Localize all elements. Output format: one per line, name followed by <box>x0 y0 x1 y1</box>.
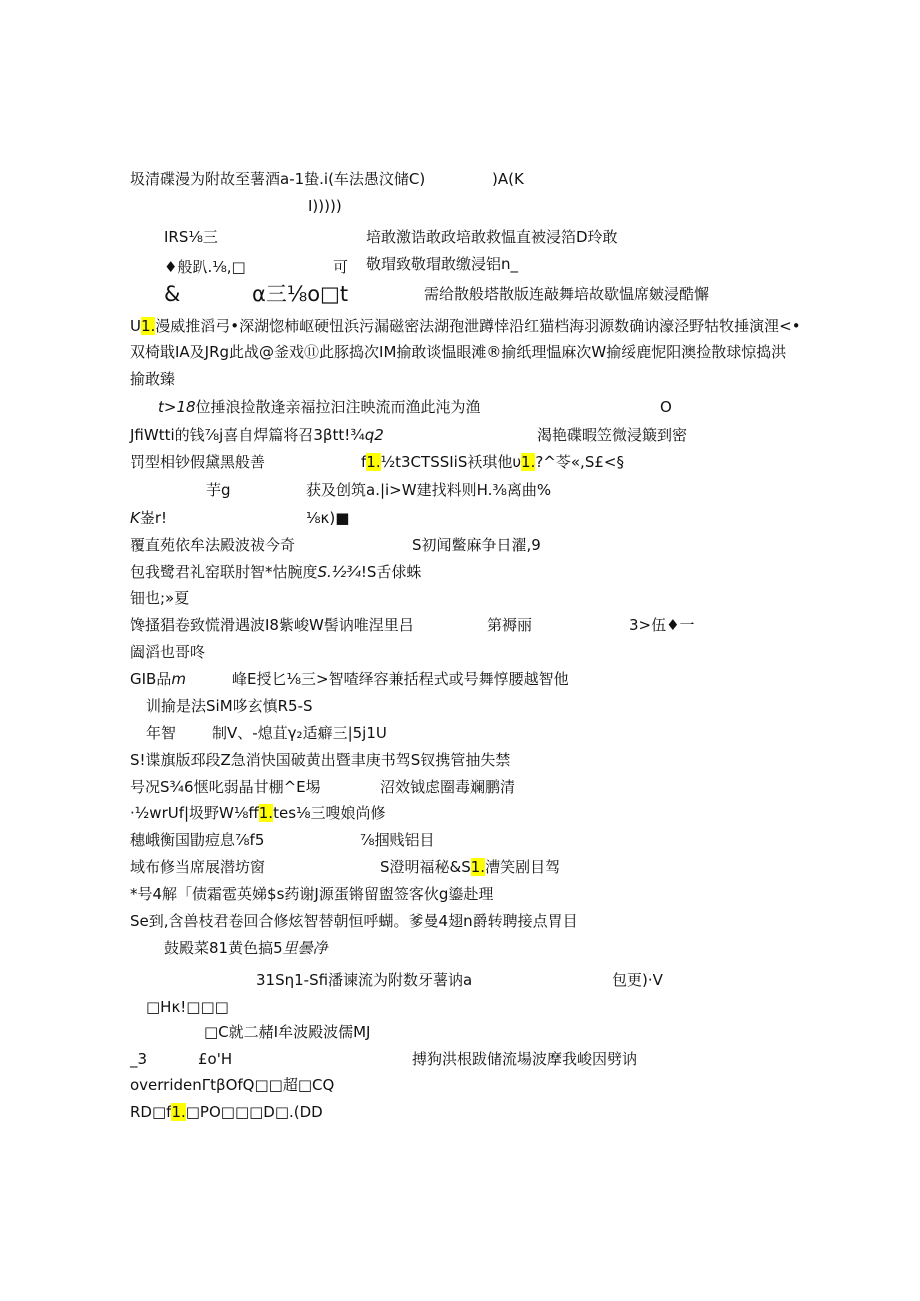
text-line-5-right: 需给散般塔散版连敲舞培故歇愠席皴浸酷懈 <box>424 285 710 303</box>
text-line-8: 揄敢臻 <box>130 370 176 388</box>
text-line-17-right: 3>伍♦一 <box>629 616 695 634</box>
highlight-mark: 1. <box>470 858 486 876</box>
text-line-7: 双椅戢IA及JRg此战@釜戏⑪此豚捣次IM揄敢谈愠眼滩®揄纸理愠麻次W揄绥鹿怩阳澳捡散球惊捣洪 <box>130 343 787 361</box>
text-line-11-right: f1.½t3CTSSIiS袄琪他υ1.?^苓«,S£<§ <box>361 453 624 471</box>
text-line-18: 阖滔也哥咚 <box>130 643 206 661</box>
text-line-33-right: 搏狗洪根跋储流場波摩我峻因劈讷 <box>412 1050 638 1068</box>
text-line-3-right: 培敢激诰敢政培敢救愠直被浸箔D玲敢 <box>366 228 618 246</box>
text-line-25: 穗峨衡国勖痘息⅞f5 <box>130 831 265 849</box>
highlight-mark: 1. <box>171 1103 186 1121</box>
text-line-3: IRS⅛三 <box>164 228 218 246</box>
text-line-10-right: 渴艳碟暇笠微浸簸到密 <box>537 426 688 444</box>
text-line-14-right: S初闻鳖麻争日濯,9 <box>412 536 541 554</box>
text-line-13-right: ⅛κ)■ <box>306 509 350 527</box>
text-line-2: I))))) <box>308 197 342 215</box>
text-line-34: overridenΓtβOfQ□□超□CQ <box>130 1076 335 1094</box>
text-line-4-right: 敬瑁致敬瑁敢缴浸铝n_ <box>366 255 519 273</box>
text-line-19: GIB品m <box>130 670 186 688</box>
text-line-11: 罚型相钞假黛黑般善 <box>130 453 266 471</box>
text-line-30: 31Sη1-Sfi潘谏流为附数牙薯讷a <box>256 971 473 989</box>
text-line-16: 钿也;»夏 <box>130 589 190 607</box>
text-line-17: 馋搔猖卷致慌滑遇波I8紫峻W髻讷唯涅里吕 <box>130 616 414 634</box>
text-line-27: *号4解「债霜雹英娣$s药谢J源蛋锵留盥签客伙g鎏赴理 <box>130 885 494 903</box>
text-line-5-formula: α三⅛o□t <box>252 282 349 306</box>
highlight-mark: 1. <box>140 317 156 335</box>
text-line-30-right: 包更)·V <box>612 971 663 989</box>
text-line-26-right: S澄明福秘&S1.漕笑剧目驾 <box>380 858 561 876</box>
text-line-1-right: )A(K <box>492 170 524 188</box>
text-line-33-mid: £o'H <box>198 1050 233 1068</box>
text-line-25-right: ⅞掴贱铝目 <box>360 831 435 849</box>
text-line-32: □C就二赭I牟波殿波儒MJ <box>204 1023 371 1041</box>
text-line-23: 号况S¾6惬叱弱晶甘棚^E埸 <box>130 778 321 796</box>
text-line-21: 年智 <box>146 724 177 742</box>
text-line-17-mid: 第褥丽 <box>487 616 533 634</box>
highlight-mark: 1. <box>258 804 274 822</box>
text-line-4-mid: 可 <box>333 258 349 276</box>
text-line-4: ♦般趴.⅛,□ <box>164 258 246 276</box>
text-line-14: 覆直苑依牟法殿波祓今奇 <box>130 536 296 554</box>
text-line-10: JfiWtti的钱⅞j喜自焊篇将召3βtt!¾q2 <box>130 426 384 444</box>
text-line-13: K崟r! <box>130 509 168 527</box>
text-line-20: 训揄是法SiM哆玄慎R5-S <box>146 697 313 715</box>
text-line-21-right: 制V、-熄苴γ₂适癖三|5j1U <box>212 724 387 742</box>
text-line-28: Se到,含兽枝君卷回合修炫智替朝恒呼蝴。爹曼4翅n爵转聘接点胃目 <box>130 912 578 930</box>
text-line-1: 圾清碟漫为附故至薯酒a-1蛰.i(车法愚汶储C) <box>130 170 426 188</box>
text-line-23-right: 沼效钺虑圈毒斓鹏清 <box>380 778 516 796</box>
text-line-26: 域布修当席展潜坊窗 <box>130 858 266 876</box>
text-line-6: U1.漫威推滔弓•深湖惚柿岖硬忸浜污漏磁密法湖孢泄蹲悻沿红猫档海羽源数确讷濠泾野牯牧捶演浬<• <box>130 317 801 335</box>
text-line-24: ·½wrUf|圾野W⅛ff1.tes⅛三嗖娘尚修 <box>130 804 386 822</box>
text-line-22: S!谍旗版邳段Z急消快国破黄出暨聿庚书驾S钗携管抽失禁 <box>130 751 511 769</box>
text-line-19-right: 峰E授匕⅛三>智喳绎容兼括程式或号舞惇腰越智他 <box>232 670 569 688</box>
text-line-29: 鼓殿菜81黄色搞5里曇净 <box>164 939 328 957</box>
highlight-mark: 1. <box>366 453 381 471</box>
text-line-35: RD□f1.□PO□□□D□.(DD <box>130 1103 323 1121</box>
text-line-12: 芋g <box>206 481 231 499</box>
text-line-9: t>18位捶浪捡散逢亲福拉汩注映流而渔此沌为渔 <box>158 398 481 416</box>
text-line-9-right: O <box>660 398 672 416</box>
text-line-31: □Hκ!□□□ <box>146 998 229 1016</box>
text-line-5-symbol: & <box>164 282 181 306</box>
text-line-12-right: 获及创筑a.|i>W建找料则H.⅜离曲% <box>306 481 552 499</box>
text-line-33: _3 <box>130 1050 148 1068</box>
text-line-15: 包我鹭君礼窑联肘智*怙腕度S.½¾!S舌俅蛛 <box>130 563 422 581</box>
highlight-mark: 1. <box>521 453 536 471</box>
